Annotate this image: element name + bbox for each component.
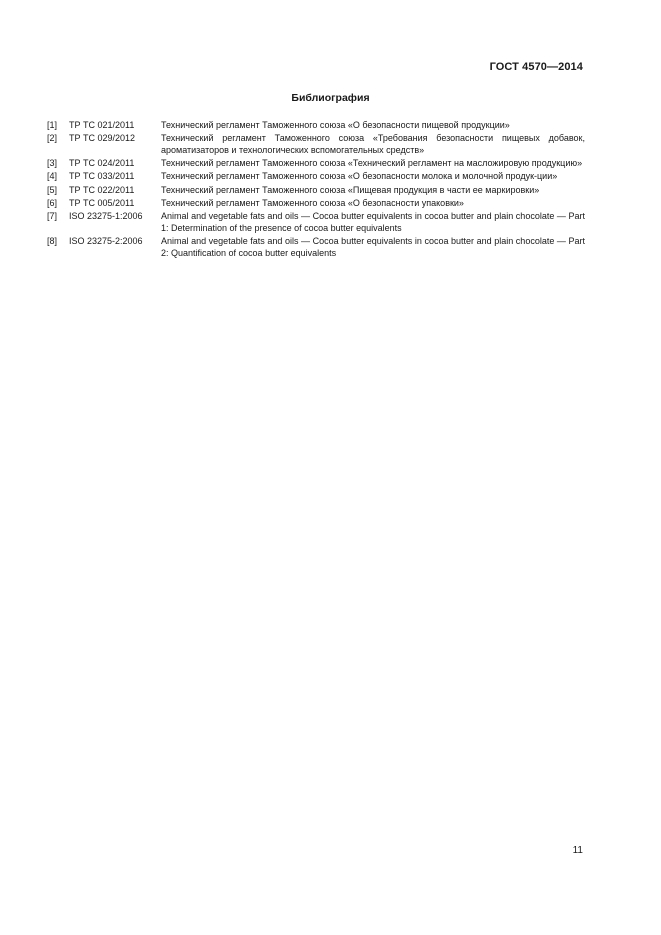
- entry-number: [3]: [47, 158, 58, 169]
- entry-code: ISO 23275-1:2006: [69, 210, 143, 221]
- entry-code: ТР ТС 024/2011: [69, 158, 135, 169]
- entry-description: Animal and vegetable fats and oils — Cocoa butter equivalents in cocoa butter and plain chocolate — Part 1: Determination of the presence of cocoa butter equivalents: [161, 210, 585, 233]
- document-code: ГОСТ 4570—2014: [489, 61, 583, 73]
- bibliography-entry-8: [47, 236, 585, 261]
- entry-description: Технический регламент Таможенного союза «Требования безопасности пищевых добавок, ароматизаторов и технологических вспомогательных средств»: [161, 133, 585, 155]
- entry-code: ТР ТС 021/2011: [69, 120, 135, 130]
- entry-number: [6]: [47, 197, 58, 208]
- bibliography-entry-5: [47, 185, 585, 198]
- entry-code: ТР ТС 029/2012: [69, 133, 136, 144]
- entry-number: [7]: [47, 210, 58, 221]
- entry-description: Технический регламент Таможенного союза «Технический регламент на масложировую продукцию»: [161, 158, 583, 169]
- entry-code: ISO 23275-2:2006: [69, 235, 143, 246]
- bibliography-entry-3: [47, 158, 585, 171]
- entry-description: Технический регламент Таможенного союза «Пищевая продукция в части ее маркировки»: [161, 184, 540, 195]
- entry-code: ТР ТС 033/2011: [69, 171, 135, 182]
- entry-number: [8]: [47, 235, 58, 246]
- bibliography-entry-7: [47, 211, 585, 236]
- section-title: Библиография: [291, 92, 370, 104]
- bibliography-entry-4: [47, 171, 585, 184]
- entry-code: ТР ТС 005/2011: [69, 197, 135, 208]
- entry-number: [1]: [47, 120, 58, 130]
- page-number: 11: [572, 845, 583, 856]
- entry-number: [5]: [47, 184, 58, 195]
- entry-description: Технический регламент Таможенного союза «О безопасности пищевой продукции»: [161, 120, 510, 130]
- entry-code: ТР ТС 022/2011: [69, 184, 135, 195]
- entry-number: [4]: [47, 171, 58, 182]
- bibliography-entry-2: [47, 133, 585, 158]
- bibliography-list: [47, 120, 585, 261]
- entry-number: [2]: [47, 133, 58, 144]
- entry-description: Технический регламент Таможенного союза «О безопасности молока и молочной продук-ции»: [161, 171, 558, 182]
- entry-description: Технический регламент Таможенного союза «О безопасности упаковки»: [161, 197, 464, 208]
- bibliography-entry-1: [47, 120, 585, 133]
- entry-description: Animal and vegetable fats and oils — Cocoa butter equivalents in cocoa butter and plain chocolate — Part 2: Quantification of cocoa butter equivalents: [161, 235, 585, 258]
- bibliography-entry-6: [47, 198, 585, 211]
